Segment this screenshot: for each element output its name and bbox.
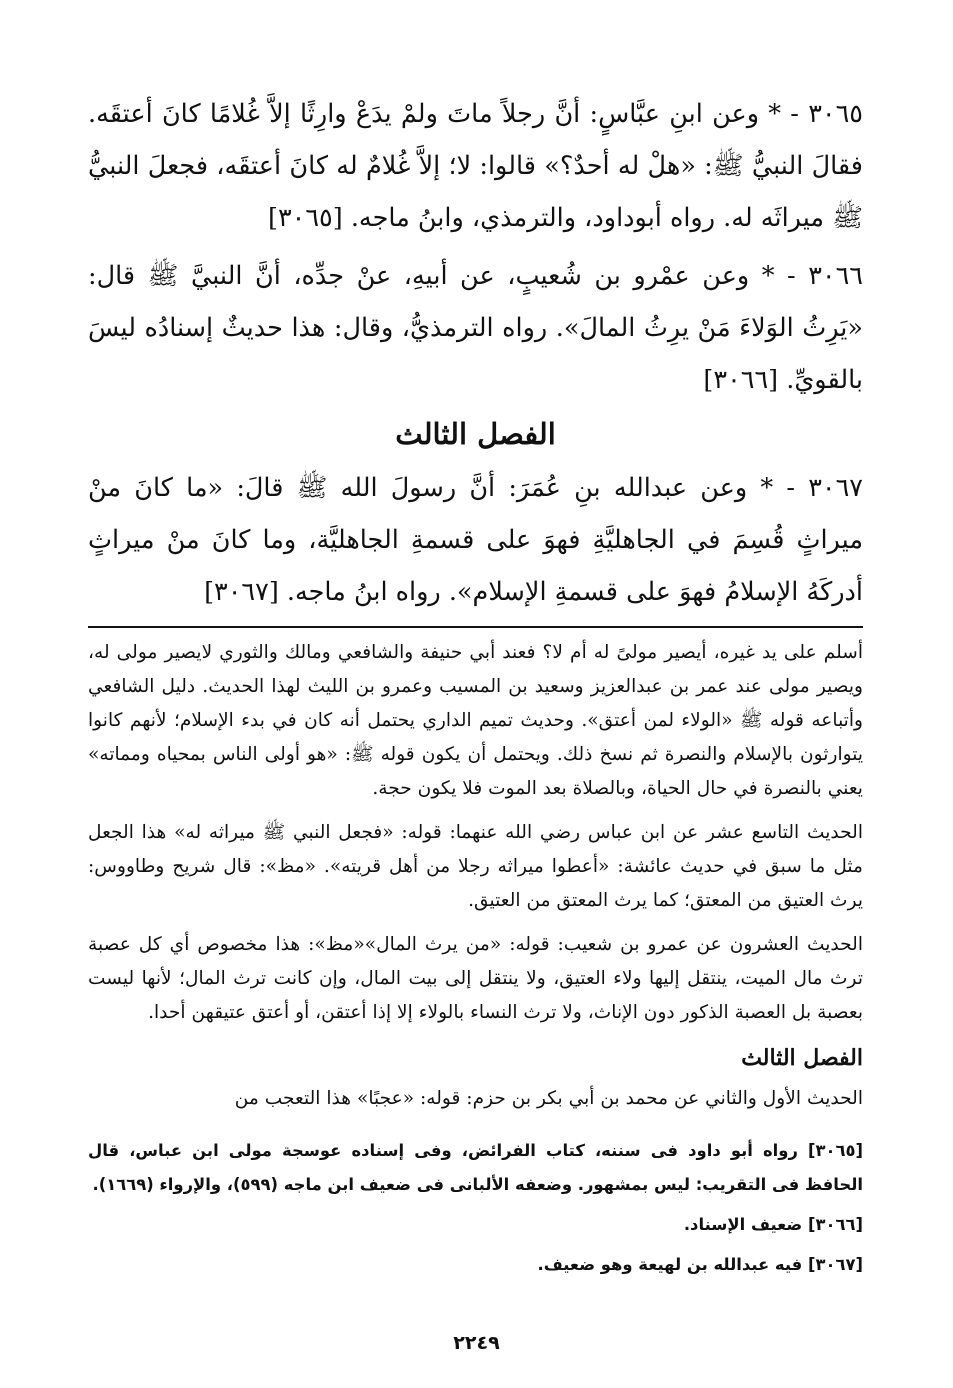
footnote-3066: [٣٠٦٦] ضعيف الإسناد.: [683, 1215, 863, 1234]
commentary-divider: [88, 626, 863, 628]
hadith-3066: ٣٠٦٦ - * وعن عمْرو بن شُعيبٍ، عن أبيهِ، عنْ جدِّه، أنَّ النبيَّ ﷺ قال: «يَرِثُ الوَلاءَ مَنْ يرِثُ المالَ». رواه الترمذيُّ، وقال: هذا حديثٌ إسنادُه ليسَ بالقويِّ. [٣٠٦٦]: [88, 261, 863, 395]
commentary-paragraph: الحديث التاسع عشر عن ابن عباس رضي الله عنهما: قوله: «فجعل النبي ﷺ ميراثه له» هذا الجعل مثل ما سبق في حديث عائشة: «أعطوا ميراثه رجلا من أهل قريته». «مظ»: قال شريح وطاووس: يرث العتيق من المعتق؛ كما يرث المعتق من العتيق.: [88, 822, 863, 911]
footnote-3065: [٣٠٦٥] رواه أبو داود فى سننه، كتاب الفرائض، وفى إسناده عوسجة مولى ابن عباس، قال الحافظ فى التقريب: ليس بمشهور. وضعفه الألبانى فى ضعيف ابن ماجه (٥٩٩)، والإرواء (١٦٦٩).: [88, 1141, 863, 1194]
page-number: ٢٢٤٩: [453, 1332, 500, 1354]
footnote-3067: [٣٠٦٧] فيه عبدالله بن لهيعة وهو ضعيف.: [537, 1255, 863, 1274]
commentary-subtitle: الفصل الثالث: [741, 1045, 863, 1071]
document-page: [88, 88, 863, 1288]
commentary-paragraph: الحديث العشرون عن عمرو بن شعيب: قوله: «من يرث المال»«مظ»: هذا مخصوص أي كل عصبة ترث مال الميت، ينتقل إليها ولاء العتيق، ولا ينتقل إلى بيت المال، وإن كانت ترث المال؛ لأنها ليست بعصبة بل العصبة الذكور دون الإناث، ولا ترث النساء بالولاء إلا إذا أعتقن، أو أعتق عتيقهن أحدا.: [88, 934, 863, 1023]
footnotes-section: [88, 1134, 863, 1282]
commentary-paragraph: أسلم على يد غيره، أيصير مولىً له أم لا؟ فعند أبي حنيفة والشافعي ومالك والثوري لايصير مولى له، ويصير مولى عند عمر بن عبدالعزيز وسعيد بن المسيب وعمرو بن الليث لهذا الحديث. دليل الشافعي وأتباعه قوله ﷺ «الولاء لمن أعتق». وحديث تميم الداري يحتمل أنه كان في بدء الإسلام؛ لأنهم كانوا يتوارثون بالإسلام والنصرة ثم نسخ ذلك. ويحتمل أن يكون قوله ﷺ: «هو أولى الناس بمحياه ومماته» يعني بالنصرة في حال الحياة، وبالصلاة بعد الموت فلا يكون حجة.: [88, 642, 863, 799]
section-title: الفصل الثالث: [395, 417, 556, 451]
commentary-paragraph: الحديث الأول والثاني عن محمد بن أبي بكر بن حزم: قوله: «عجبًا» هذا التعجب من: [234, 1088, 863, 1109]
hadith-text-section: [88, 88, 863, 618]
hadith-3067: ٣٠٦٧ - * وعن عبدالله بنِ عُمَرَ: أنَّ رسولَ الله ﷺ قالَ: «ما كانَ منْ ميراثٍ قُسِمَ في الجاهليَّةِ فهوَ على قسمةِ الجاهليَّة، وما كانَ منْ ميراثٍ أدركَهُ الإسلامُ فهوَ على قسمةِ الإسلام». رواه ابنُ ماجه. [٣٠٦٧]: [88, 473, 863, 607]
hadith-3065: ٣٠٦٥ - * وعن ابنِ عبَّاسٍ: أنَّ رجلاً ماتَ ولمْ يدَعْ وارِثًا إلاَّ غُلامًا كانَ أعتقَه. فقالَ النبيُّ ﷺ: «هلْ له أحدٌ؟» قالوا: لا؛ إلاَّ غُلامٌ له كانَ أعتقَه، فجعلَ النبيُّ ﷺ ميراثَه له. رواه أبوداود، والترمذي، وابنُ ماجه. [٣٠٦٥]: [88, 99, 863, 233]
commentary-section: [88, 636, 863, 1116]
